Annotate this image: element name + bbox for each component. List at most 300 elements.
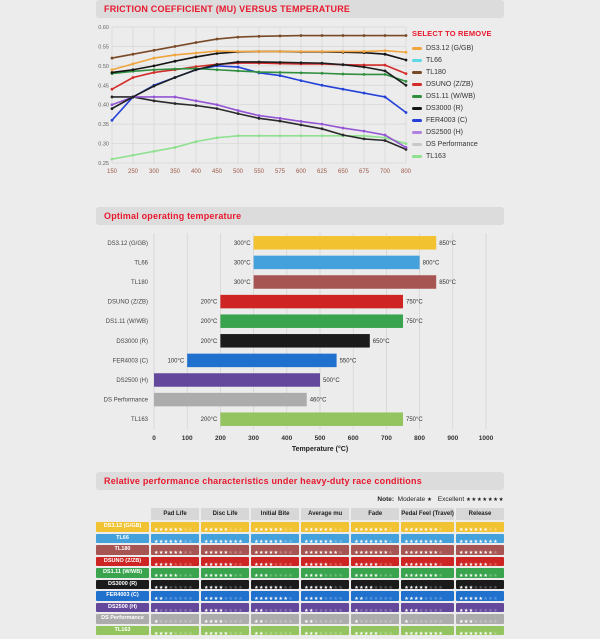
table-row-label: DS2500 (H) bbox=[96, 603, 149, 613]
filled-stars: ★★★★★★★★ bbox=[458, 538, 498, 545]
table-column-header: Pedal Feel (Travel) bbox=[401, 508, 454, 520]
empty-stars: ★★★ bbox=[178, 573, 194, 579]
filled-stars: ★★★★★★★ bbox=[354, 538, 389, 545]
filled-stars: ★★★★★★★ bbox=[404, 550, 439, 556]
y-tick-label: 0.25 bbox=[98, 161, 109, 167]
filled-stars: ★★★★ bbox=[154, 561, 174, 568]
series-point bbox=[153, 71, 156, 74]
filled-stars: ★★★★ bbox=[254, 561, 274, 568]
table-column-header: Initial Bite bbox=[251, 508, 299, 520]
series-point bbox=[174, 68, 177, 71]
bar-start-label: 300°C bbox=[233, 260, 251, 267]
x-tick-label: 675 bbox=[358, 169, 370, 175]
empty-stars: ★★★★★★★ bbox=[158, 619, 194, 625]
friction-chart bbox=[96, 21, 504, 183]
bar-x-tick: 800 bbox=[414, 435, 426, 442]
empty-stars: ★★★★★ bbox=[473, 607, 499, 614]
empty-stars: ★★ bbox=[233, 561, 244, 568]
filled-stars: ★★ bbox=[354, 596, 364, 602]
series-point bbox=[132, 63, 135, 66]
rating-cell bbox=[351, 591, 399, 601]
series-point bbox=[132, 154, 135, 157]
series-point bbox=[132, 96, 135, 99]
rating-cell bbox=[456, 568, 504, 578]
filled-stars: ★ bbox=[154, 607, 159, 614]
filled-stars: ★★ bbox=[254, 607, 264, 614]
y-tick-label: 0.30 bbox=[98, 141, 109, 148]
x-tick-label: 400 bbox=[190, 169, 202, 175]
filled-stars: ★★★★★ bbox=[154, 573, 179, 579]
empty-stars: ★★★ bbox=[228, 550, 244, 556]
empty-stars: ★★ bbox=[233, 573, 244, 579]
series-point bbox=[279, 134, 282, 137]
temp-range-bar bbox=[220, 295, 403, 309]
series-point bbox=[321, 84, 324, 87]
table-column-header: Disc Life bbox=[201, 508, 249, 520]
series-point bbox=[279, 61, 282, 64]
empty-stars: ★★★★ bbox=[223, 619, 244, 625]
rating-cell bbox=[151, 603, 199, 613]
legend-item-label: DS3.12 (G/GB) bbox=[426, 44, 474, 52]
filled-stars: ★★★★★★ bbox=[458, 527, 489, 533]
filled-stars: ★★ bbox=[304, 607, 314, 614]
filled-stars: ★★★★★★ bbox=[254, 584, 284, 591]
rating-cell bbox=[201, 603, 249, 613]
bar-x-tick: 900 bbox=[447, 435, 459, 442]
series-point bbox=[216, 103, 219, 106]
filled-stars: ★★★★ bbox=[304, 573, 324, 579]
rating-cell bbox=[401, 614, 454, 624]
series-point bbox=[342, 63, 345, 66]
rating-cell bbox=[201, 568, 249, 578]
bar-row-label: TL66 bbox=[134, 260, 148, 267]
temp-range-bar bbox=[254, 236, 437, 250]
legend-item[interactable] bbox=[412, 138, 504, 150]
series-point bbox=[405, 59, 408, 62]
series-point bbox=[363, 34, 366, 37]
legend-swatch-icon bbox=[412, 47, 422, 50]
series-point bbox=[300, 79, 303, 82]
series-point bbox=[153, 99, 156, 102]
filled-stars: ★★★★★★★ bbox=[404, 527, 439, 533]
rating-cell bbox=[401, 603, 454, 613]
empty-stars: ★★★★★★ bbox=[263, 619, 294, 625]
empty-stars: ★★★★★ bbox=[318, 630, 344, 637]
series-point bbox=[405, 146, 408, 149]
series-point bbox=[111, 57, 114, 60]
empty-stars: ★★ bbox=[183, 527, 194, 533]
filled-stars: ★★★★ bbox=[154, 630, 174, 637]
x-tick-label: 550 bbox=[253, 169, 265, 175]
legend-item[interactable] bbox=[412, 54, 504, 66]
empty-stars: ★★ bbox=[333, 584, 344, 591]
series-point bbox=[237, 109, 240, 112]
rating-cell bbox=[401, 591, 454, 601]
filled-stars: ★★★★★★ bbox=[154, 527, 184, 533]
legend-swatch-icon bbox=[412, 59, 422, 62]
bar-end-label: 800°C bbox=[422, 260, 440, 267]
rating-cell bbox=[151, 545, 199, 555]
note-label: Note: bbox=[377, 496, 395, 503]
empty-stars: ★★ bbox=[183, 538, 194, 545]
rating-cell bbox=[151, 591, 199, 601]
filled-stars: ★★★★ bbox=[204, 596, 224, 602]
operating-section-title: Optimal operating temperature bbox=[96, 207, 504, 225]
filled-stars: ★★★★★★ bbox=[204, 573, 234, 579]
rating-cell bbox=[401, 534, 454, 544]
filled-stars: ★★★★ bbox=[204, 584, 224, 591]
bar-start-label: 200°C bbox=[200, 299, 218, 306]
rating-cell bbox=[251, 580, 299, 590]
rating-cell bbox=[151, 557, 199, 567]
series-point bbox=[300, 71, 303, 74]
legend-item-label: TL163 bbox=[426, 152, 446, 160]
rating-cell bbox=[201, 522, 249, 532]
empty-stars: ★★★★★★★ bbox=[158, 607, 194, 614]
series-point bbox=[321, 50, 324, 53]
filled-stars: ★★★★★★★★ bbox=[204, 538, 244, 545]
temp-range-bar bbox=[187, 354, 336, 368]
legend-item[interactable] bbox=[412, 102, 504, 114]
series-point bbox=[384, 49, 387, 52]
rating-cell bbox=[151, 522, 199, 532]
series-point bbox=[300, 134, 303, 137]
empty-stars: ★★★★★★ bbox=[313, 619, 344, 625]
filled-stars: ★★★★★★ bbox=[458, 561, 489, 568]
series-point bbox=[258, 35, 261, 38]
y-tick-label: 0.50 bbox=[98, 63, 109, 70]
bar-row-label: FER4003 (C) bbox=[112, 358, 148, 365]
filled-stars: ★★★★★ bbox=[204, 550, 229, 556]
series-point bbox=[279, 35, 282, 38]
empty-stars: ★★★★★ bbox=[473, 619, 499, 625]
series-point bbox=[384, 64, 387, 67]
bar-end-label: 500°C bbox=[323, 378, 340, 384]
series-point bbox=[321, 134, 324, 137]
bar-x-tick: 600 bbox=[347, 435, 359, 442]
moderate-label: Moderate bbox=[397, 496, 426, 503]
filled-stars: ★★★ bbox=[458, 607, 474, 614]
empty-stars: ★★★★★★ bbox=[263, 630, 294, 637]
empty-stars: ★★★★★ bbox=[418, 607, 444, 614]
rating-cell bbox=[351, 557, 399, 567]
empty-stars: ★ bbox=[438, 550, 444, 556]
bar-start-label: 100°C bbox=[167, 358, 185, 365]
rating-cell bbox=[456, 614, 504, 624]
operating-bar-chart-svg bbox=[96, 229, 504, 453]
temp-range-bar bbox=[254, 275, 437, 289]
excellent-stars: ★★★★★★★ bbox=[465, 497, 504, 503]
empty-stars: ★★★★★★ bbox=[263, 607, 294, 614]
rating-cell bbox=[301, 522, 349, 532]
legend-item[interactable] bbox=[412, 126, 504, 138]
filled-stars: ★★★★★★ bbox=[254, 538, 284, 545]
series-point bbox=[405, 111, 408, 114]
ratings-table bbox=[96, 508, 504, 635]
series-point bbox=[111, 88, 114, 91]
series-point bbox=[258, 134, 261, 137]
series-point bbox=[111, 107, 114, 110]
temp-range-bar bbox=[220, 412, 403, 426]
empty-stars: ★★ bbox=[488, 527, 498, 533]
table-row-label: DSUNO (Z/ZB) bbox=[96, 557, 149, 567]
series-point bbox=[363, 92, 366, 95]
series-point bbox=[363, 66, 366, 69]
rating-cell bbox=[456, 603, 504, 613]
legend-swatch-icon bbox=[412, 83, 422, 86]
empty-stars: ★★★★★★ bbox=[313, 607, 344, 614]
series-point bbox=[111, 158, 114, 161]
filled-stars: ★★★★★★★ bbox=[404, 573, 439, 579]
filled-stars: ★★★★★ bbox=[404, 584, 429, 591]
bar-end-label: 850°C bbox=[439, 240, 456, 247]
empty-stars: ★ bbox=[288, 596, 294, 602]
empty-stars: ★ bbox=[338, 550, 344, 556]
legend-item-label: DS1.11 (W/WB) bbox=[426, 92, 476, 100]
filled-stars: ★★★★★ bbox=[254, 550, 279, 556]
x-tick-label: 700 bbox=[379, 169, 391, 175]
filled-stars: ★★★★★ bbox=[354, 561, 379, 568]
series-point bbox=[300, 61, 303, 64]
filled-stars: ★★★ bbox=[458, 584, 474, 591]
temp-range-bar bbox=[254, 256, 420, 270]
empty-stars: ★★ bbox=[283, 538, 294, 545]
rating-cell bbox=[201, 557, 249, 567]
series-point bbox=[405, 51, 408, 54]
series-point bbox=[216, 107, 219, 110]
rating-cell bbox=[401, 522, 454, 532]
bar-end-label: 550°C bbox=[339, 358, 357, 365]
empty-stars: ★★★ bbox=[428, 584, 444, 591]
x-tick-label: 800 bbox=[400, 169, 412, 175]
filled-stars: ★★★ bbox=[458, 619, 474, 625]
y-tick-label: 0.45 bbox=[98, 83, 109, 90]
empty-stars: ★★★★★★ bbox=[163, 596, 194, 602]
legend-item-label: FER4003 (C) bbox=[426, 116, 468, 124]
filled-stars: ★★★★★★★ bbox=[458, 550, 494, 556]
rating-cell bbox=[301, 614, 349, 624]
rating-cell bbox=[351, 614, 399, 624]
legend-title: SELECT TO REMOVE bbox=[412, 29, 492, 38]
page-content bbox=[96, 0, 504, 635]
y-tick-label: 0.35 bbox=[98, 122, 109, 129]
series-point bbox=[216, 63, 219, 66]
series-point bbox=[111, 103, 114, 106]
rating-cell bbox=[301, 591, 349, 601]
empty-stars: ★★★ bbox=[228, 630, 244, 637]
empty-stars: ★ bbox=[438, 561, 444, 568]
bar-row-label: DS3.12 (G/GB) bbox=[107, 240, 148, 247]
empty-stars: ★★★ bbox=[483, 596, 499, 602]
series-point bbox=[384, 136, 387, 139]
legend-swatch-icon bbox=[412, 155, 422, 158]
rating-cell bbox=[351, 626, 399, 636]
filled-stars: ★★★★★★★ bbox=[304, 550, 339, 556]
empty-stars: ★ bbox=[438, 573, 444, 579]
x-tick-label: 450 bbox=[211, 169, 223, 175]
series-point bbox=[321, 72, 324, 75]
ratings-section-title: Relative performance characteristics under heavy-duty race conditions bbox=[96, 472, 504, 490]
rating-cell bbox=[301, 557, 349, 567]
series-point bbox=[342, 88, 345, 91]
empty-stars: ★★★★★★ bbox=[363, 596, 394, 602]
empty-stars: ★★★ bbox=[378, 561, 394, 568]
legend-swatch-icon bbox=[412, 131, 422, 134]
filled-stars: ★★★★ bbox=[354, 584, 374, 591]
legend-item[interactable] bbox=[412, 42, 504, 54]
bar-x-tick: 700 bbox=[380, 435, 392, 442]
bar-x-tick: 1000 bbox=[478, 435, 494, 442]
bar-x-tick: 200 bbox=[214, 435, 226, 442]
empty-stars: ★★★★ bbox=[173, 630, 194, 637]
bar-x-tick: 100 bbox=[181, 435, 193, 442]
series-point bbox=[216, 136, 219, 139]
series-point bbox=[237, 36, 240, 39]
empty-stars: ★★★★★★★ bbox=[359, 607, 394, 614]
filled-stars: ★★ bbox=[254, 630, 264, 637]
legend-item[interactable] bbox=[412, 78, 504, 90]
ratings-note bbox=[96, 495, 504, 504]
filled-stars: ★★★★★ bbox=[304, 561, 329, 568]
series-point bbox=[279, 117, 282, 120]
filled-stars: ★★★ bbox=[304, 630, 319, 637]
filled-stars: ★ bbox=[354, 619, 360, 625]
series-point bbox=[363, 134, 366, 137]
series-point bbox=[321, 123, 324, 126]
series-point bbox=[195, 56, 198, 59]
series-point bbox=[153, 96, 156, 99]
series-point bbox=[174, 54, 177, 57]
series-point bbox=[321, 34, 324, 37]
series-point bbox=[132, 76, 135, 79]
filled-stars: ★★★★★★ bbox=[304, 584, 334, 591]
legend-swatch-icon bbox=[412, 95, 422, 98]
empty-stars: ★★★★ bbox=[223, 596, 244, 602]
empty-stars: ★★★ bbox=[378, 573, 394, 579]
series-point bbox=[384, 96, 387, 99]
table-column-header: Fade bbox=[351, 508, 399, 520]
x-tick-label: 650 bbox=[337, 169, 349, 175]
x-tick-label: 150 bbox=[106, 169, 118, 175]
operating-temp-chart bbox=[96, 229, 504, 454]
series-point bbox=[279, 74, 282, 77]
series-point bbox=[174, 45, 177, 48]
series-point bbox=[342, 127, 345, 130]
series-point bbox=[174, 60, 177, 63]
filled-stars: ★★★ bbox=[154, 584, 169, 591]
temp-range-bar bbox=[154, 393, 307, 407]
y-tick-label: 0.55 bbox=[98, 44, 109, 51]
series-point bbox=[342, 134, 345, 137]
rating-cell bbox=[251, 568, 299, 578]
excellent-label: Excellent bbox=[437, 496, 465, 503]
filled-stars: ★★ bbox=[304, 619, 314, 625]
series-point bbox=[384, 73, 387, 76]
series-point bbox=[300, 120, 303, 123]
rating-cell bbox=[201, 626, 249, 636]
bar-start-label: 200°C bbox=[200, 338, 218, 345]
legend-item[interactable] bbox=[412, 66, 504, 78]
rating-cell bbox=[456, 522, 504, 532]
series-point bbox=[153, 85, 156, 88]
series-point bbox=[405, 34, 408, 37]
table-row-label: DS Performance bbox=[96, 614, 149, 624]
bar-end-label: 650°C bbox=[372, 338, 390, 345]
rating-cell bbox=[151, 626, 199, 636]
filled-stars: ★ bbox=[404, 619, 410, 625]
empty-stars: ★★★★ bbox=[273, 561, 294, 568]
rating-cell bbox=[351, 545, 399, 555]
series-point bbox=[258, 50, 261, 53]
legend-swatch-icon bbox=[412, 107, 422, 110]
empty-stars: ★ bbox=[438, 527, 444, 533]
table-row-label: DS3.12 (G/GB) bbox=[96, 522, 149, 532]
filled-stars: ★★★★★★ bbox=[304, 527, 334, 533]
series-point bbox=[384, 53, 387, 56]
bar-row-label: DS Performance bbox=[103, 397, 148, 404]
rating-cell bbox=[201, 580, 249, 590]
legend-item[interactable] bbox=[412, 114, 504, 126]
filled-stars: ★★★★★ bbox=[204, 527, 229, 533]
rating-cell bbox=[251, 603, 299, 613]
empty-stars: ★ bbox=[388, 527, 394, 533]
empty-stars: ★★★★ bbox=[223, 584, 244, 591]
legend-swatch-icon bbox=[412, 143, 422, 146]
series-point bbox=[153, 57, 156, 60]
empty-stars: ★ bbox=[388, 538, 394, 545]
empty-stars: ★★ bbox=[183, 550, 194, 556]
bar-start-label: 300°C bbox=[233, 280, 251, 286]
series-point bbox=[132, 53, 135, 56]
filled-stars: ★★★★★★ bbox=[154, 538, 184, 545]
friction-section-title: FRICTION COEFFICIENT (MU) VERSUS TEMPERATURE bbox=[96, 0, 504, 18]
series-point bbox=[174, 76, 177, 79]
rating-cell bbox=[456, 626, 504, 636]
rating-cell bbox=[151, 614, 199, 624]
legend-item[interactable] bbox=[412, 150, 504, 162]
table-column-header: Average mu bbox=[301, 508, 349, 520]
table-row-label: FER4003 (C) bbox=[96, 591, 149, 601]
series-point bbox=[216, 38, 219, 41]
empty-stars: ★★★★★ bbox=[268, 573, 294, 579]
legend-item[interactable] bbox=[412, 90, 504, 102]
empty-stars: ★★★ bbox=[378, 630, 394, 637]
rating-cell bbox=[251, 534, 299, 544]
series-point bbox=[216, 50, 219, 53]
rating-cell bbox=[456, 545, 504, 555]
series-point bbox=[174, 102, 177, 105]
series-point bbox=[174, 96, 177, 99]
x-tick-label: 350 bbox=[169, 169, 181, 175]
series-point bbox=[111, 68, 114, 71]
rating-cell bbox=[456, 534, 504, 544]
series-point bbox=[342, 50, 345, 53]
empty-stars: ★★★ bbox=[228, 527, 244, 533]
empty-stars: ★★ bbox=[488, 561, 498, 568]
filled-stars: ★★★★★★★ bbox=[254, 596, 289, 602]
empty-stars: ★★★★ bbox=[223, 607, 244, 614]
bar-row-label: DSUNO (Z/ZB) bbox=[107, 299, 148, 306]
rating-cell bbox=[301, 534, 349, 544]
series-point bbox=[153, 150, 156, 153]
rating-cell bbox=[151, 568, 199, 578]
empty-stars: ★ bbox=[388, 550, 394, 556]
rating-cell bbox=[301, 626, 349, 636]
legend-item-label: TL66 bbox=[426, 56, 442, 64]
series-point bbox=[258, 71, 261, 74]
series-point bbox=[195, 41, 198, 44]
rating-cell bbox=[301, 603, 349, 613]
